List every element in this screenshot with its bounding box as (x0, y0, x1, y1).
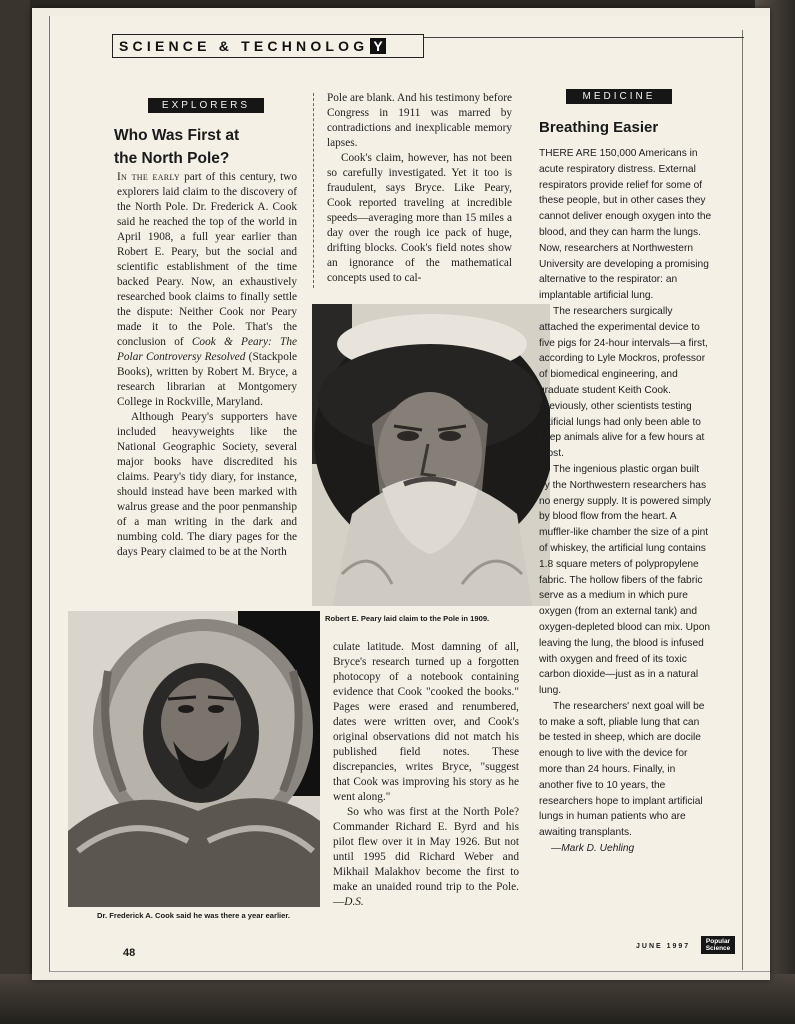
scan-background-left (0, 0, 30, 1024)
explorers-paragraph-2: Although Peary's supporters have included heavyweights like the National Geographic Society, several major books have discredited his claims. Peary's tidy diary, for instance, should instead have been marked with walrus grease and the poor penmanship of a man writing in the dark and numbing cold. The diary pages for the days Peary claimed to be at the North (117, 411, 297, 558)
book-title: Cook & Peary: The Polar Controversy Resolved (117, 336, 297, 363)
explorers-col2-paragraph-3: culate latitude. Most damning of all, Bryce's research turned up a forgotten photocopy of a notebook containing evidence that Cook "cooked the books." Pages were erased and renumbered, dates were written over, and Cook's original observations did not match his published field notes. These discrepancies, writes Bryce, "suggest that Cook was improving his story as he went along." (333, 641, 519, 803)
issue-date: JUNE 1997 (636, 943, 691, 950)
explorers-headline (114, 124, 239, 170)
page-rule-right (742, 30, 743, 970)
medicine-byline: —Mark D. Uehling (551, 843, 635, 855)
explorers-col2-paragraph-1: Pole are blank. And his testimony before Congress in 1911 was marred by contradictions and inexplicable memory lapses. (327, 92, 512, 149)
peary-caption: Robert E. Peary laid claim to the Pole in 1909. (325, 614, 490, 623)
logo-line-1: Popular (705, 938, 731, 945)
header-rule (424, 37, 744, 38)
medicine-paragraph-2: The researchers surgically attached the experimental device to five pigs for 24-hour intervals—a first, according to Lyle Mockros, professor of biomedical engineering, and graduate student Keith Cook. Previously, other scientists testing artificial lungs had only been able to keep animals alive for a few hours at most. (539, 305, 708, 460)
cook-portrait-image (68, 611, 320, 907)
explorers-tag: EXPLORERS (148, 98, 264, 113)
explorers-lead-in: In the early (117, 171, 180, 183)
cook-photo (68, 611, 320, 907)
page-number: 48 (123, 947, 136, 959)
explorers-col2-paragraph-2: Cook's claim, however, has not been so carefully investigated. Yet it too is fraudulent, says Bryce. Like Peary, Cook reported traveling at incredible speeds—averaging more than 15 miles a day over the rough ice pack of huge, drifting blocks. Cook's field notes show an ignorance of the mathematical concepts used to cal- (327, 152, 512, 284)
explorers-column-2-bottom (333, 640, 519, 910)
section-header (112, 34, 424, 58)
column-divider (313, 93, 314, 288)
medicine-paragraph-3: The ingenious plastic organ built by the Northwestern researchers has no energy supply. It is powered simply by blood flow from the heart. A muffler-like chamber the size of a pint of whiskey, the artificial lung contains 1.8 square meters of polypropylene fabric. The hollow fibers of the fabric serve as a medium in which pure oxygen (from an external tank) and oxygen-depleted blood can mix. Upon leaving the lung, the blood is infused with oxygen and freed of its toxic carbon dioxide—just as in a natural lung. (539, 463, 711, 697)
explorers-column-1 (117, 170, 297, 560)
medicine-column (539, 146, 712, 857)
section-title-last-letter: Y (370, 38, 385, 54)
peary-photo (312, 304, 550, 606)
medicine-headline: Breathing Easier (539, 119, 659, 136)
explorers-column-2-top (327, 91, 512, 286)
section-title: SCIENCE & TECHNOLOG (119, 38, 369, 54)
explorers-paragraph-1 (117, 170, 297, 410)
medicine-paragraph-4: The researchers' next goal will be to make a soft, pliable lung that can be tested in sheep, which are docile enough to live with the device for more than 24 hours. Finally, in another five to 10 years, the researchers hope to implant artificial lungs in human patients who are awaiting transplants. (539, 700, 705, 839)
scan-background-bottom (0, 974, 795, 1024)
explorers-p1-tail: (Stackpole Books), written by Robert M. Bryce, a research librarian at Montgomery College in Rockville, Maryland. (117, 351, 297, 408)
explorers-p1-text: part of this century, two explorers laid claim to the discovery of the North Pole. Dr. Frederick A. Cook said he reached the top of the world in April 1908, a full year earlier than Robert E. Peary, but the social and scientific establishment of the time backed Peary. Now, an exhaustively researched book claims to finally settle the dispute: Neither Cook nor Peary made it to the Pole. That's the conclusion of (117, 171, 298, 348)
peary-portrait-image (312, 304, 550, 606)
explorers-headline-line2: the North Pole? (114, 150, 230, 167)
cook-caption: Dr. Frederick A. Cook said he was there a year earlier. (97, 911, 291, 920)
explorers-signature: D.S. (344, 896, 364, 908)
medicine-paragraph-1: THERE ARE 150,000 Americans in acute respiratory distress. External respirators provide relief for some of these people, but in other cases they cannot deliver enough oxygen into the blood, and they can harm the lungs. Now, researchers at Northwestern University are developing a promising alternative to the respirator: an implantable artificial lung. (539, 148, 712, 302)
medicine-tag: MEDICINE (566, 89, 672, 104)
explorers-col2-paragraph-4 (333, 805, 519, 910)
explorers-headline-line1: Who Was First at (114, 127, 240, 144)
popular-science-logo (701, 936, 735, 954)
explorers-col2-p4-text: So who was first at the North Pole? Commander Richard E. Byrd and his pilot flew over it in May 1926. But not until 1995 did Richard Weber and Mikhail Malakhov become the first to make an unaided round trip to the Pole.— (333, 806, 519, 908)
logo-line-2: Science (705, 945, 731, 952)
